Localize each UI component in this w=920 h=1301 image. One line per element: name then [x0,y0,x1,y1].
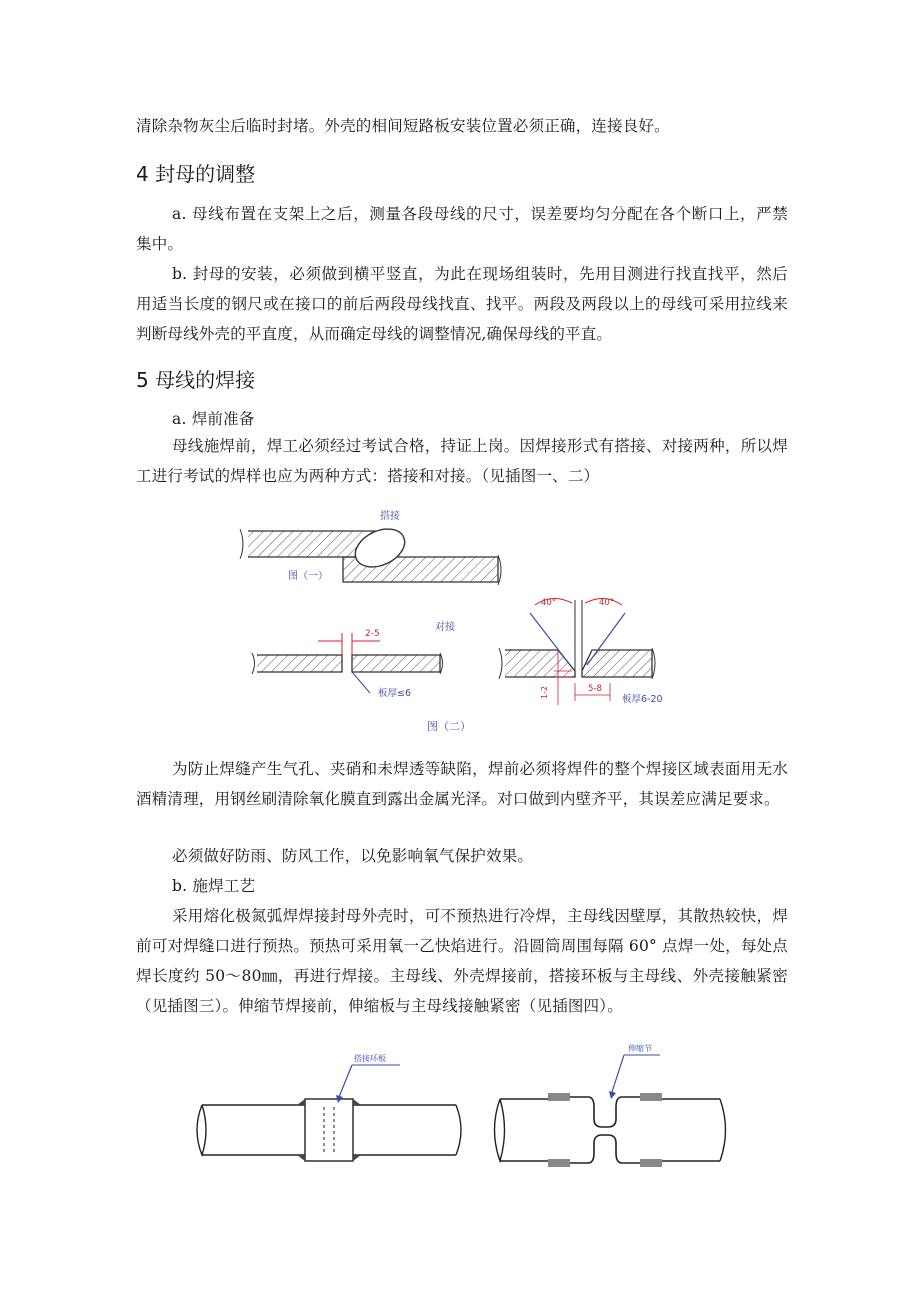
weld-figure-1-2 [230,505,700,740]
section-5-para-2: 为防止焊缝产生气孔、夹硝和未焊透等缺陷，焊前必须将焊件的整个焊接区域表面用无水酒精清理，用钢丝刷清除氧化膜直到露出金属光泽。对口做到内壁齐平，其误差应满足要求。 [136,760,788,808]
angle-left-label: 40° [541,598,557,608]
section-4-para-b: b. 封母的安装，必须做到横平竖直，为此在现场组装时，先用目测进行找直找平，然后用适当长度的钢尺或在接口的前后两段母线找直、找平。两段及两段以上的母线可采用拉线来判断母线外壳的平直度，从而确定母线的调整情况,确保母线的平直。 [136,265,788,343]
lap-joint-diagram [240,509,501,585]
section-5-para-4: 采用熔化极氮弧焊焊接封母外壳时，可不预热进行冷焊，主母线因壁厚，其散热较快，焊前可对焊缝口进行预热。预热可采用氧一乙快焰进行。沿圆筒周围每隔 60° 点焊一处，每处点焊长度约 50～80㎜，再进行焊接。主母线、外壳焊接前，搭接环板与主母线、外壳接触紧密（见插图三）。伸缩节焊接前，伸缩板与主母线接触紧密（见插图四）。 [136,907,788,1015]
weld-figure-3-4 [190,1037,730,1187]
thin-butt-joint-diagram [252,620,455,699]
butt-label: 对接 [435,622,455,633]
root-dim-label: 1-2 [540,685,549,699]
fig1-caption: 图（一） [288,571,328,582]
angle-right-label: 40° [599,598,615,608]
section-4-para-a: a. 母线布置在支架上之后，测量各段母线的尺寸，误差要均匀分配在各个断口上，严禁集中。 [136,205,788,253]
thin-plate-label: 板厚≤6 [378,688,412,699]
subheading-b: b. 施焊工艺 [172,877,256,895]
thick-plate-label: 板厚6-20 [622,694,663,705]
intro-paragraph: 清除杂物灰尘后临时封堵。外壳的相间短路板安装位置必须正确，连接良好。 [136,117,670,135]
gap2-dim-label: 5-8 [588,684,602,694]
subheading-a: a. 焊前准备 [172,410,255,428]
section-5-para-3: 必须做好防雨、防风工作，以免影响氧气保护效果。 [172,847,534,865]
gap-dim-label: 2-5 [365,629,380,639]
lap-label: 搭接 [380,511,400,522]
section-4-heading: 4 封母的调整 [136,162,256,186]
ring-plate-label: 搭接环板 [354,1054,386,1063]
v-groove-butt-joint-diagram [427,598,663,733]
expansion-joint-diagram [495,1043,726,1167]
section-5-heading: 5 母线的焊接 [136,368,256,392]
lap-ring-plate-diagram [197,1053,461,1161]
expansion-joint-label: 伸缩节 [628,1044,652,1053]
section-5-para-1: 母线施焊前，焊工必须经过考试合格，持证上岗。因焊接形式有搭接、对接两种，所以焊工进行考试的焊样也应为两种方式：搭接和对接。（见插图一、二） [136,437,788,485]
fig2-caption: 图（二） [427,720,471,733]
